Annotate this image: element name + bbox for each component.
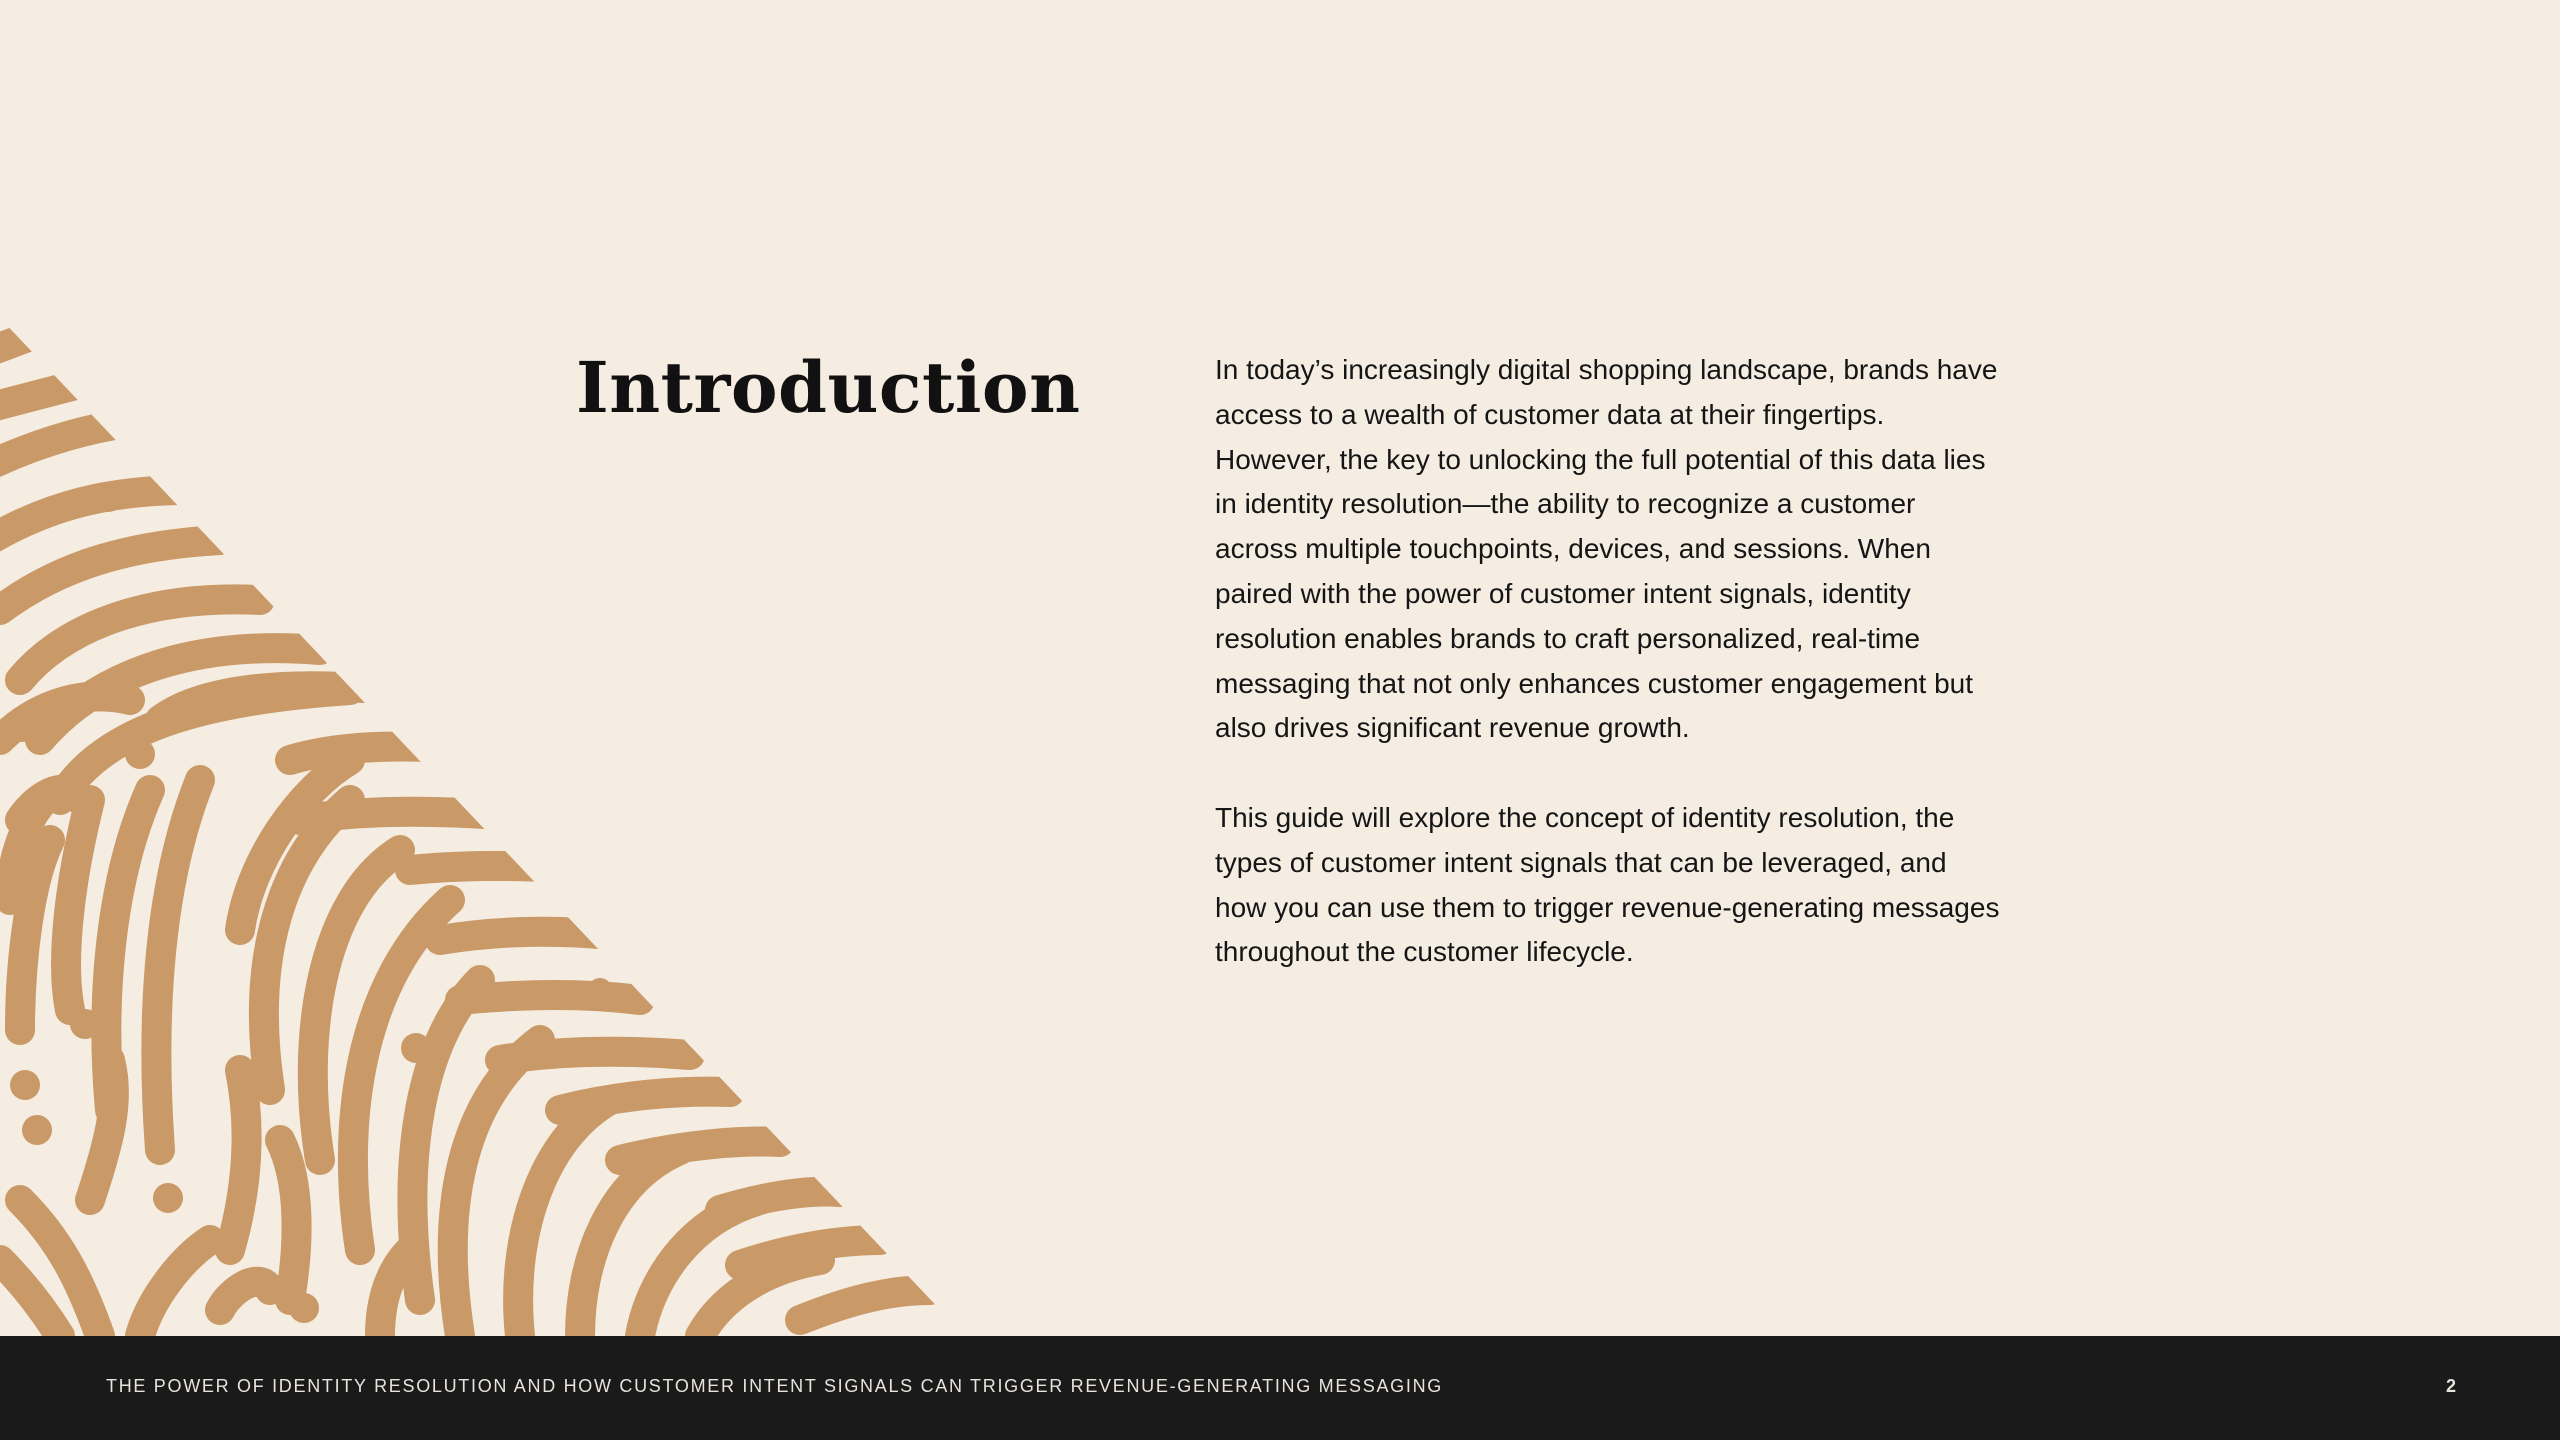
page-title: Introduction [576,346,1081,429]
intro-paragraph: This guide will explore the concept of identity resolution, the types of customer intent signals that can be leveraged, and how you can use them to trigger revenue-generating messages throughout the customer lifecycle. [1215,801,2000,968]
page-number: 2 [2445,1376,2456,1396]
intro-body [1215,348,2005,1020]
footer-title: THE POWER OF IDENTITY RESOLUTION AND HOW CUSTOMER INTENT SIGNALS CAN TRIGGER REVENUE-GENERATING MESSAGING [106,1376,1443,1396]
footer-bar [0,1336,2560,1440]
intro-paragraph: In today’s increasingly digital shopping landscape, brands have access to a wealth of customer data at their fingertips. However, the key to unlocking the full potential of this data lies in identity resolution—the ability to recognize a customer across multiple touchpoints, devices, and sessions. When paired with the power of customer intent signals, identity resolution enables brands to craft personalized, real-time messaging that not only enhances customer engagement but also drives significant revenue growth. [1215,354,1998,744]
